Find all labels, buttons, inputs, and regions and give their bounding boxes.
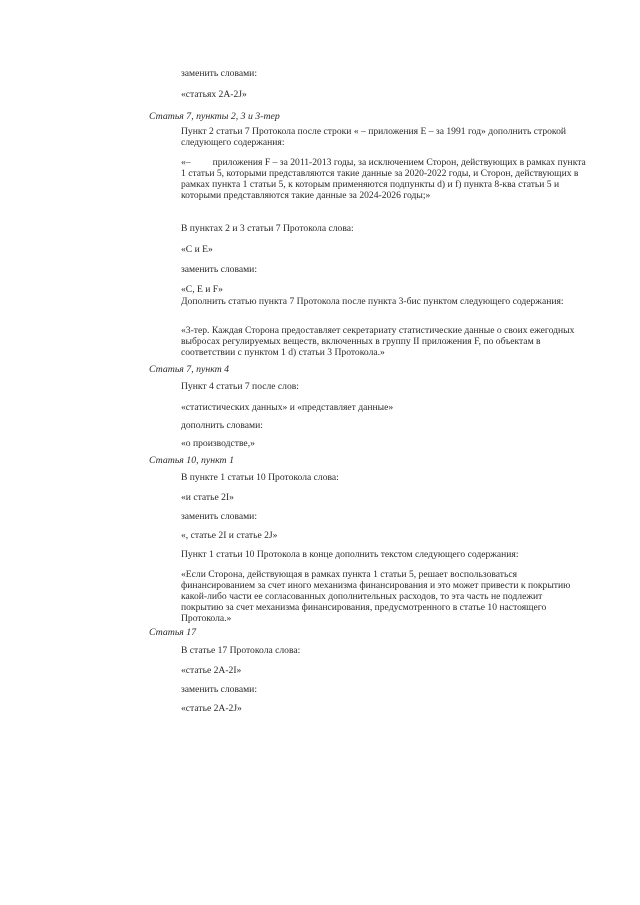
section-heading-article-10-point-1: Статья 10, пункт 1 — [149, 455, 234, 466]
paragraph-add-point-3-ter: Дополнить статью пункта 7 Протокола после пункта 3-бис пунктом следующего содержания: — [181, 296, 564, 307]
paragraph-quoted-article-2i-2j: «, статье 2I и статье 2J» — [181, 530, 278, 541]
paragraph-article-10-words: В пункте 1 статьи 10 Протокола слова: — [181, 472, 339, 483]
annex-f-lead: «– — [181, 157, 191, 168]
section-heading-article-7-points-2-3: Статья 7, пункты 2, 3 и 3-тер — [149, 111, 280, 122]
paragraph-article-10-append: Пункт 1 статьи 10 Протокола в конце дополнить текстом следующего содержания: — [181, 549, 519, 560]
paragraph-replace-with-1: заменить словами: — [181, 68, 257, 79]
annex-f-body: приложения F – за 2011-2013 годы, за исключением Сторон, действующих в рамках пункта 1 статьи 5, которыми представляются такие данные за 2020-2022 годы, и Сторон, действующих в рамках пункта 1 статьи 5, к которым применяются подпункты d) и f) пункта 8-ква статьи 5 и которыми представляются такие данные за 2024-2026 годы;» — [181, 157, 586, 201]
paragraph-quoted-statistical-data: «статистических данных» и «представляет данные» — [181, 402, 394, 413]
paragraph-replace-with-2: заменить словами: — [181, 264, 257, 275]
paragraph-quoted-articles: «статьях 2А-2J» — [181, 89, 247, 100]
paragraph-quoted-production: «о производстве,» — [181, 438, 255, 449]
paragraph-replace-with-3: заменить словами: — [181, 511, 257, 522]
paragraph-points-2-3-words: В пунктах 2 и 3 статьи 7 Протокола слова: — [181, 223, 354, 234]
paragraph-quoted-c-e: «С и Е» — [181, 244, 213, 255]
paragraph-supplement-with: дополнить словами: — [181, 420, 263, 431]
section-heading-article-17: Статья 17 — [149, 627, 197, 638]
paragraph-article-17-words: В статье 17 Протокола слова: — [181, 645, 301, 656]
paragraph-annex-f-entry — [181, 157, 586, 201]
paragraph-replace-with-4: заменить словами: — [181, 684, 257, 695]
paragraph-quoted-c-e-f: «С, Е и F» — [181, 284, 223, 295]
section-heading-article-7-point-4: Статья 7, пункт 4 — [149, 364, 230, 375]
paragraph-quoted-article-2a-2i: «статье 2А-2I» — [181, 665, 242, 676]
paragraph-quoted-article-2a-2j: «статье 2А-2J» — [181, 703, 242, 714]
paragraph-point-3-ter-text: «3-тер. Каждая Сторона предоставляет секретариату статистические данные о своих ежегодных выбросах регулируемых веществ, включенных в группу II приложения F, по объектам в соответствии с пунктом 1 d) статьи 3 Протокола.» — [181, 325, 575, 358]
paragraph-financing-mechanism-text: «Если Сторона, действующая в рамках пункта 1 статьи 5, решает воспользоваться финансированием за счет иного механизма финансирования и это может привести к покрытию какой-либо части ее согласованных дополнительных расходов, то эта часть не подлежит покрытию за счет механизма финансирования, предусмотренного в статье 10 настоящего Протокола.» — [181, 569, 571, 624]
paragraph-point-4-after-words: Пункт 4 статьи 7 после слов: — [181, 381, 299, 392]
paragraph-point-2-addition: Пункт 2 статьи 7 Протокола после строки « – приложения Е – за 1991 год» дополнить строкой следующего содержания: — [181, 126, 567, 148]
paragraph-quoted-article-2i: «и статье 2I» — [181, 492, 234, 503]
